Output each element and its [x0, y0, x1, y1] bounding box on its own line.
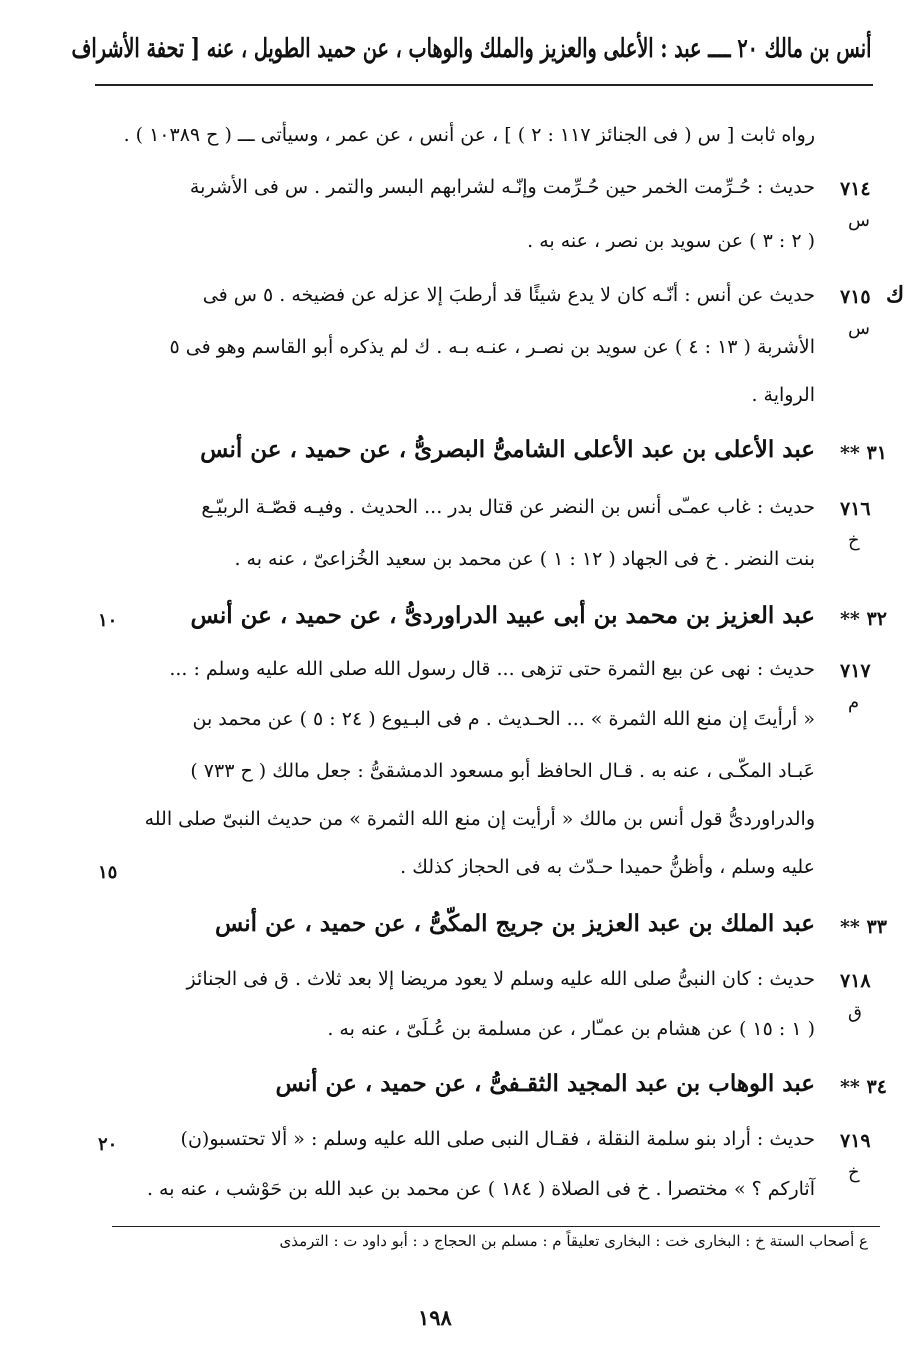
source-code-714: س: [848, 210, 870, 231]
source-code-719: خ: [848, 1162, 860, 1183]
hadith-number-716: ٧١٦: [840, 498, 871, 520]
header-divider: [95, 84, 873, 86]
hadith-714-line-1: حديث : حُـرِّمت الخمر حين حُـرِّمت وإنّـه لشرابهم البسر والتمر . س فى الأشربة: [189, 176, 815, 198]
hadith-number-718: ٧١٨: [840, 970, 871, 992]
section-stars-32: ٣٢ **: [840, 608, 887, 630]
page-header-title: أنس بن مالك ٢٠ ــــ عبد : الأعلى والعزيز والملك والوهاب ، عن حميد الطويل ، عنه [ تحفة الأشراف: [71, 34, 871, 64]
line-number-20: ٢٠: [98, 1134, 118, 1155]
footer-divider: [112, 1226, 880, 1227]
source-code-718: ق: [848, 1002, 862, 1023]
hadith-718-line-2: ( ١ : ١٥ ) عن هشام بن عمـّار ، عن مسلمة بن عُـلَىّ ، عنه به .: [327, 1018, 815, 1040]
hadith-715-line-3: الرواية .: [751, 384, 815, 406]
line-number-15: ١٥: [98, 862, 118, 883]
section-heading-31: عبد الأعلى بن عبد الأعلى الشامىُّ البصرىُّ ، عن حميد ، عن أنس: [200, 436, 815, 463]
abbreviation-legend: ع أصحاب الستة خ : البخارى خت : البخارى تعليقاً م : مسلم بن الحجاج د : أبو داود ت : الترمذى: [279, 1232, 868, 1250]
intro-line: رواه ثابت [ س ( فى الجنائز ١١٧ : ٢ ) ] ، عن أنس ، عن عمر ، وسيأتى ـــ ( ح ١٠٣٨٩ ) .: [123, 124, 815, 146]
hadith-719-line-1: حديث : أراد بنو سلمة النقلة ، فقـال النبى صلى الله عليه وسلم : « ألا تحتسبو(ن): [180, 1128, 815, 1150]
source-code-717: م: [848, 692, 860, 713]
hadith-714-line-2: ( ٢ : ٣ ) عن سويد بن نصر ، عنه به .: [527, 230, 815, 252]
hadith-717-line-5: عليه وسلم ، وأظنُّ حميدا حـدّث به فى الحجاز كذلك .: [400, 856, 815, 878]
hadith-number-717: ٧١٧: [840, 660, 871, 682]
page-number: ١٩٨: [418, 1305, 452, 1330]
hadith-715-line-1: حديث عن أنس : أنّـه كان لا يدع شيئًا قد أرطبَ إلا عزله عن فضيخه . ٥ س فى: [202, 284, 815, 306]
hadith-number-715: ٧١٥: [840, 286, 871, 308]
hadith-717-line-4: والدراوردىُّ قول أنس بن مالك « أرأيت إن منع الله الثمرة » من حديث النبىّ صلى الله: [144, 808, 815, 830]
hadith-716-line-2: بنت النضر . خ فى الجهاد ( ١٢ : ١ ) عن محمد بن سعيد الخُزاعىّ ، عنه به .: [234, 548, 815, 570]
hadith-number-719: ٧١٩: [840, 1130, 871, 1152]
section-stars-33: ٣٣ **: [840, 916, 887, 938]
section-stars-31: ٣١ **: [840, 442, 887, 464]
section-heading-34: عبد الوهاب بن عبد المجيد الثقـفىُّ ، عن حميد ، عن أنس: [275, 1070, 815, 1097]
hadith-715-line-2: الأشربة ( ١٣ : ٤ ) عن سويد بن نصـر ، عنـه بـه . ك لم يذكره أبو القاسم وهو فى ٥: [169, 336, 815, 358]
hadith-716-line-1: حديث : غاب عمـّى أنس بن النضر عن قتال بدر ... الحديث . وفيـه قصّـة الربيّـع: [201, 496, 815, 518]
hadith-717-line-2: « أرأيتَ إن منع الله الثمرة » ... الحـديث . م فى البـيوع ( ٢٤ : ٥ ) عن محمد بن: [192, 708, 815, 730]
hadith-719-line-2: آثاركم ؟ » مختصرا . خ فى الصلاة ( ١٨٤ ) عن محمد بن عبد الله بن حَوْشب ، عنه به .: [146, 1178, 815, 1200]
hadith-number-714: ٧١٤: [840, 178, 871, 200]
hadith-718-line-1: حديث : كان النبىُّ صلى الله عليه وسلم لا يعود مريضا إلا بعد ثلاث . ق فى الجنائز: [186, 968, 815, 990]
section-stars-34: ٣٤ **: [840, 1076, 887, 1098]
source-code-716: خ: [848, 530, 860, 551]
source-code-715: س: [848, 318, 870, 339]
line-number-10: ١٠: [98, 610, 118, 631]
section-heading-33: عبد الملك بن عبد العزيز بن جريج المكّىُّ ، عن حميد ، عن أنس: [214, 910, 815, 937]
hadith-717-line-1: حديث : نهى عن بيع الثمرة حتى تزهى ... قال رسول الله صلى الله عليه وسلم : ...: [169, 658, 815, 680]
hadith-717-line-3: عَبـاد المكّـى ، عنه به . قـال الحافظ أبو مسعود الدمشقىُّ : جعل مالك ( ح ٧٣٣ ): [190, 760, 815, 782]
section-heading-32: عبد العزيز بن محمد بن أبى عبيد الدراوردىُّ ، عن حميد ، عن أنس: [190, 602, 815, 629]
margin-marker-715: ك: [886, 282, 905, 308]
